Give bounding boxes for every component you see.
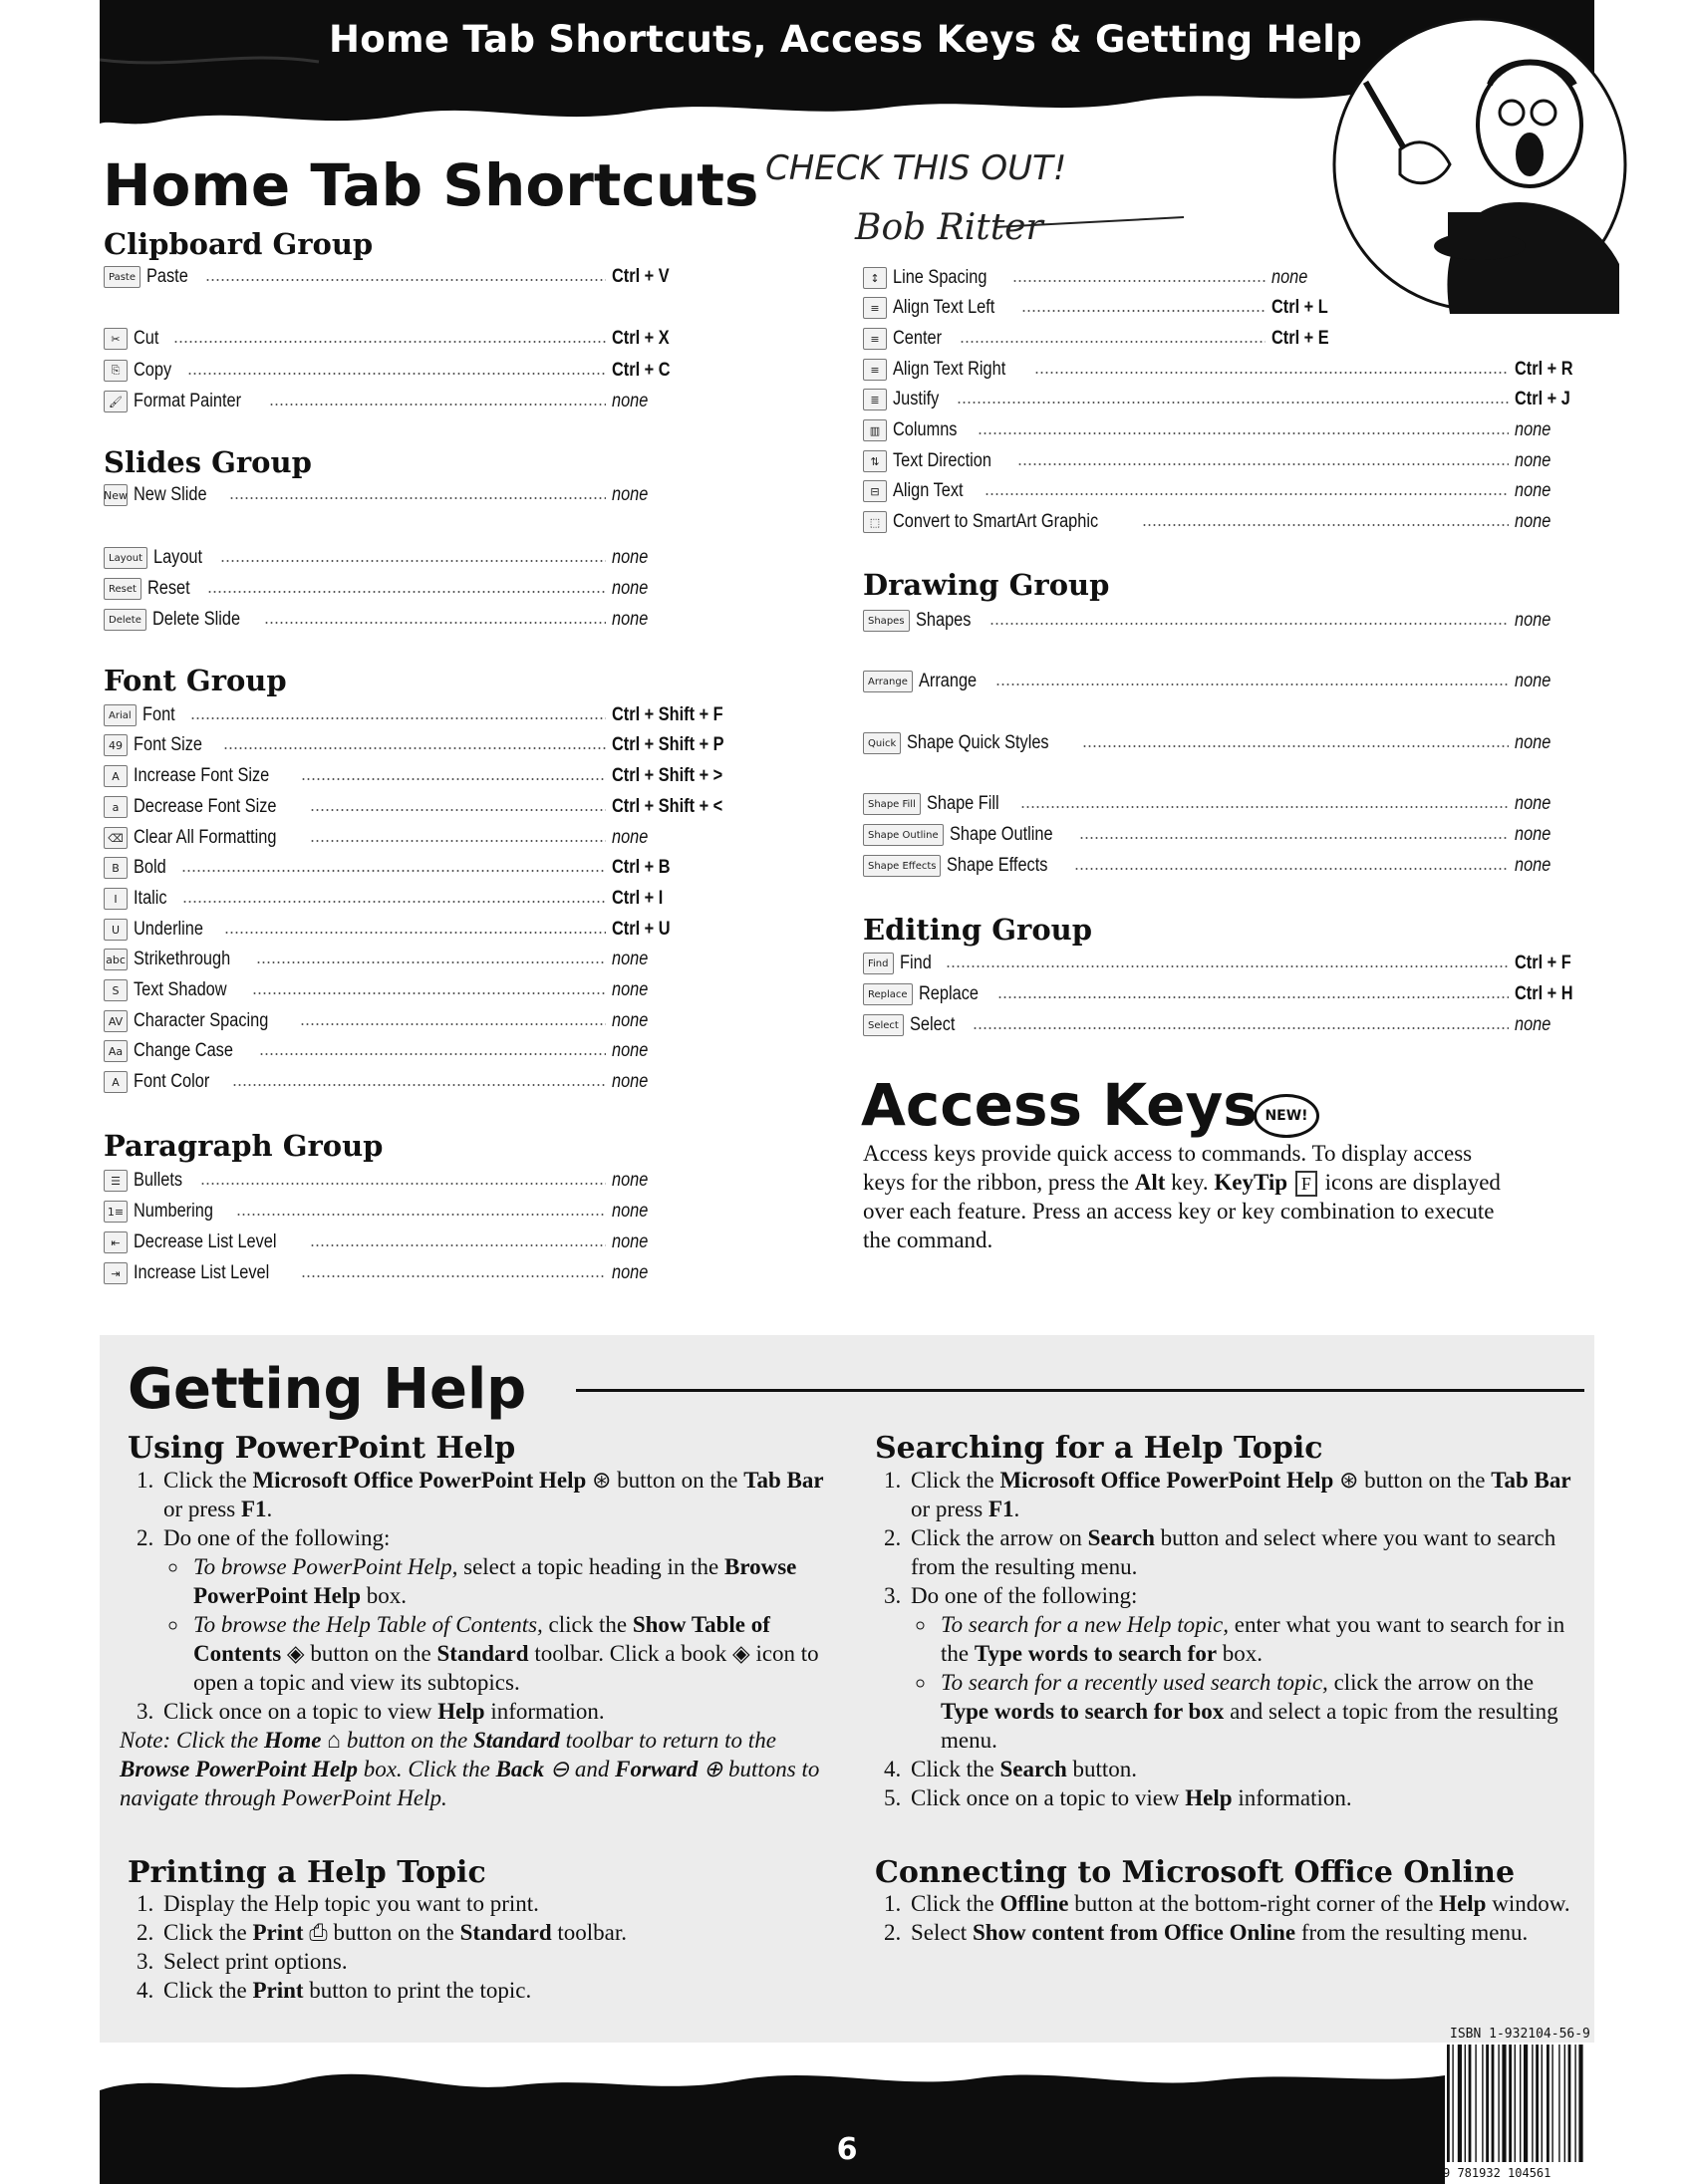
shortcut-key: none <box>1515 732 1551 753</box>
command-label: Cut <box>134 328 159 349</box>
dot-leader <box>310 809 606 811</box>
dot-leader <box>200 1183 606 1185</box>
shortcut-key: none <box>1515 855 1551 876</box>
barcode-bar <box>1558 2045 1559 2162</box>
shortcut-key: Ctrl + H <box>1515 983 1573 1004</box>
banner-title: Home Tab Shortcuts, Access Keys & Getting Help <box>329 18 1363 61</box>
access-keys-description: Access keys provide quick access to commands. To display access keys for the ribbon, press the Alt key. KeyTip F icons are displayed over each feature. Press an access key or key combination to execute the command. <box>863 1141 1501 1252</box>
command-icon: S <box>104 979 128 1001</box>
shortcut-key: Ctrl + R <box>1515 359 1573 380</box>
group-title: Slides Group <box>104 445 312 479</box>
shortcut-key: none <box>612 578 649 599</box>
shortcut-key: Ctrl + E <box>1271 328 1329 349</box>
command-label: Font Color <box>134 1071 210 1092</box>
shortcut-row <box>104 823 721 853</box>
dot-leader <box>269 404 606 406</box>
dot-leader <box>946 965 1509 967</box>
barcode <box>1443 2045 1598 2166</box>
shortcut-row <box>104 324 721 354</box>
shortcut-row <box>104 356 721 386</box>
group-title: Font Group <box>104 664 287 697</box>
shortcut-key: Ctrl + Shift + F <box>612 704 723 725</box>
shortcut-row <box>863 355 1580 385</box>
svg-text:CHECK THIS OUT!: CHECK THIS OUT! <box>765 148 1067 188</box>
isbn-label: ISBN 1-932104-56-9 <box>1450 2027 1590 2042</box>
command-icon: Shape Fill <box>863 793 921 815</box>
command-label: Clear All Formatting <box>134 827 277 848</box>
shortcut-row <box>104 730 724 760</box>
shortcut-row <box>104 480 721 510</box>
shortcut-row <box>104 975 721 1005</box>
command-label: Reset <box>146 578 190 599</box>
command-label: Character Spacing <box>134 1010 269 1031</box>
shortcut-key: Ctrl + C <box>612 360 671 381</box>
command-label: Text Shadow <box>134 979 227 1000</box>
dot-leader <box>229 497 606 499</box>
shortcut-row <box>863 293 1328 323</box>
home-shortcuts-title: Home Tab Shortcuts <box>103 151 759 219</box>
connecting-help-title: Connecting to Microsoft Office Online <box>875 1855 1516 1890</box>
shortcut-key: Ctrl + L <box>1271 297 1328 318</box>
command-label: Italic <box>134 888 167 909</box>
dot-leader <box>1017 463 1509 465</box>
barcode-bar <box>1524 2045 1528 2162</box>
shortcut-row <box>104 605 721 635</box>
command-icon: abc <box>104 949 128 970</box>
shortcut-row <box>104 761 721 791</box>
command-icon: ≣ <box>863 389 887 410</box>
shortcut-key: Ctrl + F <box>1515 953 1571 973</box>
handwritten-note <box>745 128 1224 257</box>
shortcut-key: none <box>1515 511 1551 532</box>
dot-leader <box>1142 524 1509 526</box>
barcode-bar <box>1509 2045 1512 2162</box>
command-label: New Slide <box>134 484 207 505</box>
shortcut-key: none <box>1515 419 1551 440</box>
dot-leader <box>978 432 1509 434</box>
shortcut-key: none <box>612 979 649 1000</box>
barcode-bar <box>1536 2045 1539 2162</box>
barcode-bar <box>1568 2045 1571 2162</box>
searching-help-steps: 1. Click the Microsoft Office PowerPoint Help ⊛ button on the Tab Bar or press F1. 2. Click the arrow on Search button and select where you want to search from the resulting menu. 3. Do one of the following: ◦ To search for a new Help topic, enter what you want to search for in the Type words to search for box. ◦ To search for a recently used search topic, click the arrow on the Type words to search for box and select a topic from the resulting menu. 4. Click the Search button. 5. Click once on a topic to view Help information. <box>867 1466 1584 1812</box>
shortcut-row <box>104 387 721 416</box>
group-title: Drawing Group <box>863 568 1110 602</box>
command-label: Arrange <box>918 671 978 691</box>
command-icon: ⇤ <box>104 1231 128 1253</box>
shortcut-key: none <box>612 1040 649 1061</box>
access-keys-title: Access Keys <box>861 1071 1258 1139</box>
shortcut-row <box>863 667 1580 696</box>
dot-leader <box>173 341 606 343</box>
using-help-steps: 1. Click the Microsoft Office PowerPoint Help ⊛ button on the Tab Bar or press F1. 2. Do one of the following: ◦ To browse PowerPoint Help, select a topic heading in the Browse PowerPoint Help box. ◦ To browse the Help Table of Contents, click the Show Table of Contents ◈ button on the Standard toolbar. Click a book ◈ icon to open a topic and view its subtopics. 3. Click once on a topic to view Help information. Note: Click the Home ⌂ button on the Standard toolbar to return to the Browse PowerPoint Help box. Click the Back ⊖ and Forward ⊕ buttons to navigate through PowerPoint Help. <box>120 1466 842 1812</box>
dot-leader <box>1012 280 1266 282</box>
dot-leader <box>310 1244 606 1246</box>
printing-help-title: Printing a Help Topic <box>128 1855 486 1890</box>
shortcut-row <box>104 574 721 604</box>
shortcut-key: none <box>1515 1014 1551 1035</box>
dot-leader <box>256 961 606 963</box>
barcode-bar <box>1452 2045 1453 2162</box>
command-icon: ≡ <box>863 297 887 319</box>
connecting-help-steps: 1. Click the Offline button at the bottom-right corner of the Help window. 2. Select Show content from Office Online from the resulting menu. <box>867 1889 1584 1947</box>
command-icon: ⬚ <box>863 511 887 533</box>
command-label: Underline <box>134 919 203 940</box>
command-icon: Shapes <box>863 610 910 632</box>
shortcut-key: none <box>612 484 649 505</box>
barcode-bar <box>1469 2045 1472 2162</box>
barcode-bar <box>1475 2045 1476 2162</box>
dot-leader <box>1082 745 1509 747</box>
barcode-bar <box>1564 2045 1565 2162</box>
shortcut-key: none <box>1515 480 1551 501</box>
command-label: Shape Fill <box>926 793 999 814</box>
command-label: Format Painter <box>134 391 242 411</box>
command-icon: B <box>104 857 128 879</box>
dot-leader <box>223 747 606 749</box>
dot-leader <box>300 1023 606 1025</box>
command-icon: New <box>104 484 128 506</box>
shortcut-row <box>863 789 1580 819</box>
dot-leader <box>301 1275 606 1277</box>
dot-leader <box>182 901 606 903</box>
command-icon: Replace <box>863 983 913 1005</box>
printing-help-steps: 1. Display the Help topic you want to print. 2. Click the Print ⎙ button on the Standard toolbar. 3. Select print options. 4. Click the Print button to print the topic. <box>120 1889 837 2005</box>
command-icon: 🖌 <box>104 391 128 412</box>
command-icon: Arrange <box>863 671 913 692</box>
dot-leader <box>1079 837 1509 839</box>
command-icon: Find <box>863 953 894 974</box>
shortcut-row <box>863 324 1329 354</box>
barcode-bar <box>1578 2045 1582 2162</box>
dot-leader <box>1034 372 1509 374</box>
command-label: Font <box>141 704 175 725</box>
command-icon: Arial <box>104 704 137 726</box>
shortcut-key: Ctrl + X <box>612 328 670 349</box>
command-label: Convert to SmartArt Graphic <box>893 511 1099 532</box>
shortcut-key: Ctrl + J <box>1515 389 1570 410</box>
shortcut-row <box>863 728 1580 758</box>
shortcut-key: Ctrl + Shift + > <box>612 765 723 786</box>
getting-help-title: Getting Help <box>128 1357 527 1422</box>
shortcut-row <box>104 1067 721 1097</box>
command-label: Align Text <box>893 480 964 501</box>
command-label: Find <box>899 953 932 973</box>
command-label: Align Text Left <box>893 297 995 318</box>
dot-leader <box>205 279 606 281</box>
command-icon: I <box>104 888 128 910</box>
command-label: Center <box>893 328 943 349</box>
shortcut-key: none <box>1271 267 1308 288</box>
svg-text:Bob Ritter: Bob Ritter <box>855 207 1043 248</box>
shortcut-row <box>104 262 721 292</box>
command-label: Shape Outline <box>949 824 1053 845</box>
command-label: Shape Quick Styles <box>907 732 1049 753</box>
shortcut-row <box>863 476 1580 506</box>
shortcut-key: none <box>612 547 649 568</box>
command-icon: Layout <box>104 547 147 569</box>
shortcut-key: none <box>1515 824 1551 845</box>
barcode-bar <box>1542 2045 1543 2162</box>
barcode-bar <box>1482 2045 1483 2162</box>
barcode-bar <box>1458 2045 1462 2162</box>
shortcut-row <box>104 884 721 914</box>
command-label: Justify <box>893 389 940 410</box>
dot-leader <box>232 1084 606 1086</box>
command-icon: ⌫ <box>104 827 128 849</box>
barcode-bar <box>1574 2045 1575 2162</box>
dot-leader <box>190 717 606 719</box>
dot-leader <box>224 932 606 934</box>
dot-leader <box>187 373 606 375</box>
shortcut-row <box>863 1010 1580 1040</box>
dot-leader <box>181 870 606 872</box>
barcode-bar <box>1547 2045 1549 2162</box>
shortcut-key: none <box>1515 793 1551 814</box>
shortcut-key: none <box>612 1071 649 1092</box>
barcode-bar <box>1520 2045 1521 2162</box>
shortcut-row <box>104 543 721 573</box>
command-icon: a <box>104 796 128 818</box>
shortcut-row <box>104 1258 721 1288</box>
command-label: Text Direction <box>893 450 991 471</box>
barcode-bar <box>1492 2045 1495 2162</box>
dot-leader <box>236 1214 606 1216</box>
barcode-bar <box>1551 2045 1552 2162</box>
command-label: Increase List Level <box>134 1262 270 1283</box>
shortcut-row <box>863 820 1580 850</box>
shortcut-key: none <box>612 827 649 848</box>
group-title: Clipboard Group <box>104 227 374 261</box>
command-icon: ✂ <box>104 328 128 350</box>
dot-leader <box>264 622 606 624</box>
dot-leader <box>252 992 606 994</box>
shortcut-key: Ctrl + U <box>612 919 671 940</box>
command-icon: Delete <box>104 609 146 631</box>
dot-leader <box>259 1053 606 1055</box>
shortcut-key: Ctrl + B <box>612 857 671 878</box>
command-label: Shapes <box>915 610 971 631</box>
command-label: Bold <box>134 857 166 878</box>
shortcut-key: none <box>612 391 649 411</box>
dot-leader <box>997 996 1509 998</box>
shortcut-key: Ctrl + I <box>612 888 664 909</box>
dot-leader <box>960 341 1266 343</box>
shortcut-key: Ctrl + Shift + < <box>612 796 723 817</box>
command-icon: Aa <box>104 1040 128 1062</box>
shortcut-row <box>863 446 1580 476</box>
shortcut-row <box>863 385 1580 414</box>
new-badge: NEW! <box>1254 1094 1319 1138</box>
command-icon: ☰ <box>104 1170 128 1192</box>
shortcut-row <box>104 915 721 945</box>
barcode-bar <box>1447 2045 1450 2162</box>
shortcut-row <box>863 606 1580 636</box>
dot-leader <box>973 1027 1509 1029</box>
command-label: Columns <box>893 419 958 440</box>
command-icon: 1≡ <box>104 1201 128 1223</box>
command-label: Paste <box>146 266 188 287</box>
command-label: Decrease Font Size <box>134 796 277 817</box>
shortcut-key: none <box>1515 450 1551 471</box>
shortcut-key: none <box>1515 671 1551 691</box>
divider-line <box>576 1389 1584 1392</box>
shortcut-key: none <box>612 1170 649 1191</box>
dot-leader <box>995 683 1509 685</box>
dot-leader <box>957 402 1509 404</box>
command-icon: A <box>104 1071 128 1093</box>
command-label: Numbering <box>134 1201 213 1222</box>
command-icon: Paste <box>104 266 141 288</box>
shortcut-key: Ctrl + Shift + P <box>612 734 724 755</box>
shortcut-key: Ctrl + V <box>612 266 670 287</box>
keytip-icon: F <box>1295 1171 1317 1197</box>
dot-leader <box>1021 310 1266 312</box>
shortcut-row <box>104 1197 721 1227</box>
command-label: Copy <box>134 360 172 381</box>
group-title: Editing Group <box>863 913 1093 947</box>
shortcut-key: none <box>1515 610 1551 631</box>
command-icon: Quick <box>863 732 901 754</box>
barcode-bar <box>1502 2045 1506 2162</box>
group-title: Paragraph Group <box>104 1129 384 1163</box>
command-icon: Reset <box>104 578 141 600</box>
barcode-bar <box>1498 2045 1499 2162</box>
command-icon: AV <box>104 1010 128 1032</box>
command-label: Bullets <box>134 1170 183 1191</box>
shortcut-row <box>104 1166 721 1196</box>
barcode-bar <box>1486 2045 1489 2162</box>
shortcut-row <box>863 949 1580 978</box>
command-label: Shape Effects <box>947 855 1048 876</box>
shortcut-row <box>863 979 1580 1009</box>
searching-help-title: Searching for a Help Topic <box>875 1431 1323 1466</box>
shortcut-row <box>104 853 721 883</box>
shortcut-row <box>863 851 1580 881</box>
command-icon: ↕ <box>863 267 887 289</box>
command-label: Select <box>909 1014 956 1035</box>
shortcut-row <box>863 263 1321 293</box>
command-icon: ≡ <box>863 328 887 350</box>
shortcut-row <box>104 1006 721 1036</box>
command-icon: ▥ <box>863 419 887 441</box>
shortcut-key: none <box>612 1010 649 1031</box>
command-icon: Shape Effects <box>863 855 941 877</box>
shortcut-row <box>104 700 721 730</box>
barcode-bar <box>1465 2045 1466 2162</box>
command-label: Line Spacing <box>893 267 987 288</box>
barcode-bar <box>1532 2045 1533 2162</box>
shortcut-key: none <box>612 1231 649 1252</box>
command-label: Increase Font Size <box>134 765 270 786</box>
command-label: Font Size <box>134 734 203 755</box>
dot-leader <box>220 560 606 562</box>
command-label: Delete Slide <box>151 609 240 630</box>
shortcut-row <box>104 792 721 822</box>
command-icon: Shape Outline <box>863 824 944 846</box>
command-label: Align Text Right <box>893 359 1006 380</box>
command-icon: Select <box>863 1014 904 1036</box>
command-label: Strikethrough <box>134 949 231 969</box>
shortcut-key: none <box>612 1201 649 1222</box>
shortcut-row <box>104 945 721 974</box>
dot-leader <box>310 840 606 842</box>
using-help-title: Using PowerPoint Help <box>128 1431 516 1466</box>
command-icon: ⇥ <box>104 1262 128 1284</box>
command-icon: 49 <box>104 734 128 756</box>
magician-mascot-illustration <box>1330 15 1629 314</box>
command-icon: ⎘ <box>104 360 128 382</box>
command-label: Decrease List Level <box>134 1231 277 1252</box>
dot-leader <box>1020 806 1509 808</box>
page-number: 6 <box>836 2132 858 2167</box>
command-icon: U <box>104 919 128 941</box>
barcode-bar <box>1515 2045 1516 2162</box>
dot-leader <box>301 778 606 780</box>
shortcut-key: none <box>612 609 649 630</box>
dot-leader <box>985 493 1509 495</box>
command-icon: ⇅ <box>863 450 887 472</box>
command-label: Change Case <box>134 1040 233 1061</box>
command-label: Replace <box>918 983 979 1004</box>
shortcut-key: none <box>612 1262 649 1283</box>
command-icon: ≡ <box>863 359 887 381</box>
shortcut-row <box>863 415 1580 445</box>
dot-leader <box>207 591 606 593</box>
shortcut-key: none <box>612 949 649 969</box>
command-icon: A <box>104 765 128 787</box>
barcode-number: 9 781932 104561 <box>1443 2166 1551 2180</box>
shortcut-row <box>104 1036 721 1066</box>
command-icon: ⊟ <box>863 480 887 502</box>
dot-leader <box>1074 868 1509 870</box>
command-label: Layout <box>153 547 203 568</box>
dot-leader <box>989 623 1509 625</box>
shortcut-row <box>863 507 1580 537</box>
shortcut-row <box>104 1228 721 1257</box>
